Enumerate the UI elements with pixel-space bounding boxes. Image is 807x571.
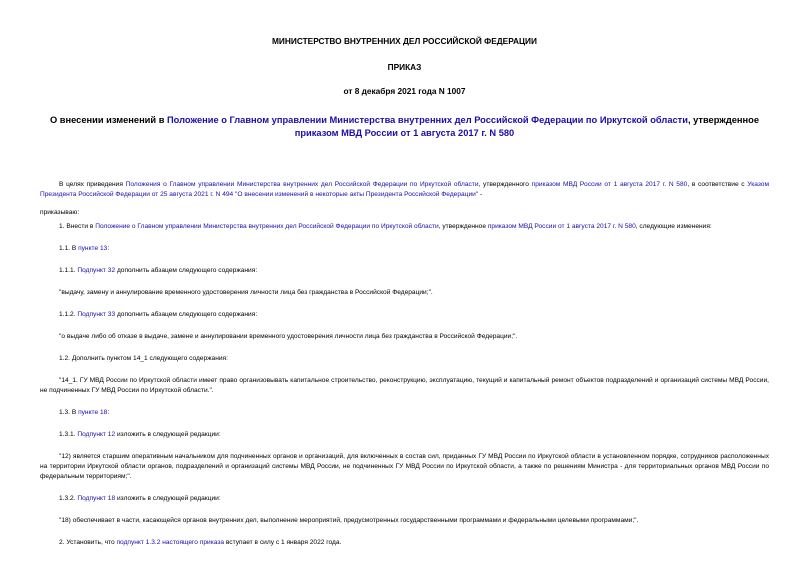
- intro-paragraph: [40, 180, 769, 200]
- item-1-1-text-1: 1.1. В: [59, 245, 79, 252]
- item-1-link-order[interactable]: приказом МВД России от 1 августа 2017 г. N 580: [487, 223, 636, 230]
- item-1-1-2-text-2: дополнить абзацем следующего содержания:: [115, 311, 258, 318]
- item-1-1-link[interactable]: пункте 13: [78, 245, 108, 252]
- item-1-1-1: [40, 266, 769, 276]
- item-2-link[interactable]: подпункт 1.3.2 настоящего приказа: [116, 539, 225, 546]
- doc-date-number: от 8 декабря 2021 года N 1007: [343, 86, 466, 96]
- item-1: [40, 222, 769, 232]
- item-1-text-2: , утвержденное: [438, 223, 488, 230]
- doc-body: [40, 180, 769, 548]
- intro-link-regulation[interactable]: Положения о Главном управлении Министерства внутренних дел Российской Федерации по Иркутской области: [125, 181, 479, 188]
- quote-1: "выдачу, замену и аннулирование временного удостоверения личности лица без гражданства в Российской Федерации;".: [59, 289, 433, 296]
- title-link-regulation[interactable]: Положение о Главном управлении Министерства внутренних дел Российской Федерации по Иркутской области: [167, 115, 688, 125]
- quote-3: "14_1. ГУ МВД России по Иркутской области имеет право организовывать капитальное строительство, реконструкцию, эксплуатацию, текущий и капитальный ремонт объектов подразделений и организаций системы МВД России, не подчиненных ГУ МВД России по Иркутской области.".: [40, 377, 769, 394]
- title-text-2: , утвержденное: [687, 115, 760, 125]
- item-1-1-1-text-1: 1.1.1.: [59, 267, 78, 274]
- item-1-3-2-link[interactable]: Подпункт 18: [77, 495, 116, 502]
- item-1-3-1-link[interactable]: Подпункт 12: [77, 431, 116, 438]
- intro-text-2: , утвержденного: [478, 181, 532, 188]
- intro-link-order[interactable]: приказом МВД России от 1 августа 2017 г. N 580: [531, 181, 688, 188]
- item-1-1-2: [40, 310, 769, 320]
- item-1-3: [40, 408, 769, 418]
- item-1-3-2-text-2: изложить в следующей редакции:: [115, 495, 221, 502]
- item-1-3-text-2: :: [107, 409, 110, 416]
- item-1-3-1-text-1: 1.3.1.: [59, 431, 78, 438]
- item-1-3-text-1: 1.3. В: [59, 409, 79, 416]
- item-1-2: 1.2. Дополнить пунктом 14_1 следующего содержания:: [59, 355, 228, 362]
- ministry-heading: МИНИСТЕРСТВО ВНУТРЕННИХ ДЕЛ РОССИЙСКОЙ ФЕДЕРАЦИИ: [272, 36, 537, 46]
- item-1-3-1-text-2: изложить в следующей редакции:: [115, 431, 221, 438]
- doc-title: [40, 114, 769, 140]
- item-2-text-1: 2. Установить, что: [59, 539, 117, 546]
- item-1-1-1-text-2: дополнить абзацем следующего содержания:: [115, 267, 258, 274]
- item-2-text-2: вступает в силу с 1 января 2022 года.: [224, 539, 342, 546]
- item-1-1-text-2: :: [107, 245, 110, 252]
- quote-4: "12) является старшим оперативным начальником для подчиненных органов и организаций, для включенных в состав сил, приданных ГУ МВД России по Иркутской области в установленном порядке, сотрудников расположенных на территории Иркутской области органов, подразделений и организаций системы МВД России, не подчиненных ГУ МВД России по Иркутской области, а также по решениям Министра - для территориальных органов МВД России по федеральным территориям;".: [40, 453, 769, 480]
- item-1-3-2: [40, 494, 769, 504]
- title-text-1: О внесении изменений в: [49, 115, 167, 125]
- item-1-text-3: , следующие изменения:: [635, 223, 712, 230]
- item-1-3-2-text-1: 1.3.2.: [59, 495, 78, 502]
- quote-5: "18) обеспечивает в части, касающейся органов внутренних дел, выполнение мероприятий, предусмотренных государственными программами и федеральными целевыми программами;".: [59, 517, 639, 524]
- item-1-3-link[interactable]: пункте 18: [78, 409, 108, 416]
- intro-text-4: -: [478, 191, 483, 198]
- item-1-1-2-link[interactable]: Подпункт 33: [77, 311, 116, 318]
- item-1-3-1: [40, 430, 769, 440]
- intro-text-3: , в соответствие с: [687, 181, 748, 188]
- item-1-link-regulation[interactable]: Положение о Главном управлении Министерства внутренних дел Российской Федерации по Иркутской области: [95, 223, 439, 230]
- title-link-order[interactable]: приказом МВД России от 1 августа 2017 г. N 580: [294, 128, 515, 138]
- item-1-1-2-text-1: 1.1.2.: [59, 311, 78, 318]
- item-1-1: [40, 244, 769, 254]
- item-1-text-1: 1. Внести в: [59, 223, 96, 230]
- item-2: [40, 538, 769, 548]
- intro-text-1: В целях приведения: [59, 181, 126, 188]
- quote-2: "о выдаче либо об отказе в выдаче, замене и аннулировании временного удостоверения личности лица без гражданства в Российской Федерации;".: [59, 333, 518, 340]
- doc-type: ПРИКАЗ: [387, 62, 422, 72]
- item-1-1-1-link[interactable]: Подпункт 32: [77, 267, 116, 274]
- prikazyvayu-line: приказываю:: [40, 209, 80, 216]
- intro-link-decree[interactable]: Указом Президента Российской Федерации от 25 августа 2021 г. N 494 "О внесении изменений в некоторые акты Президента Российской Федерации": [40, 181, 769, 198]
